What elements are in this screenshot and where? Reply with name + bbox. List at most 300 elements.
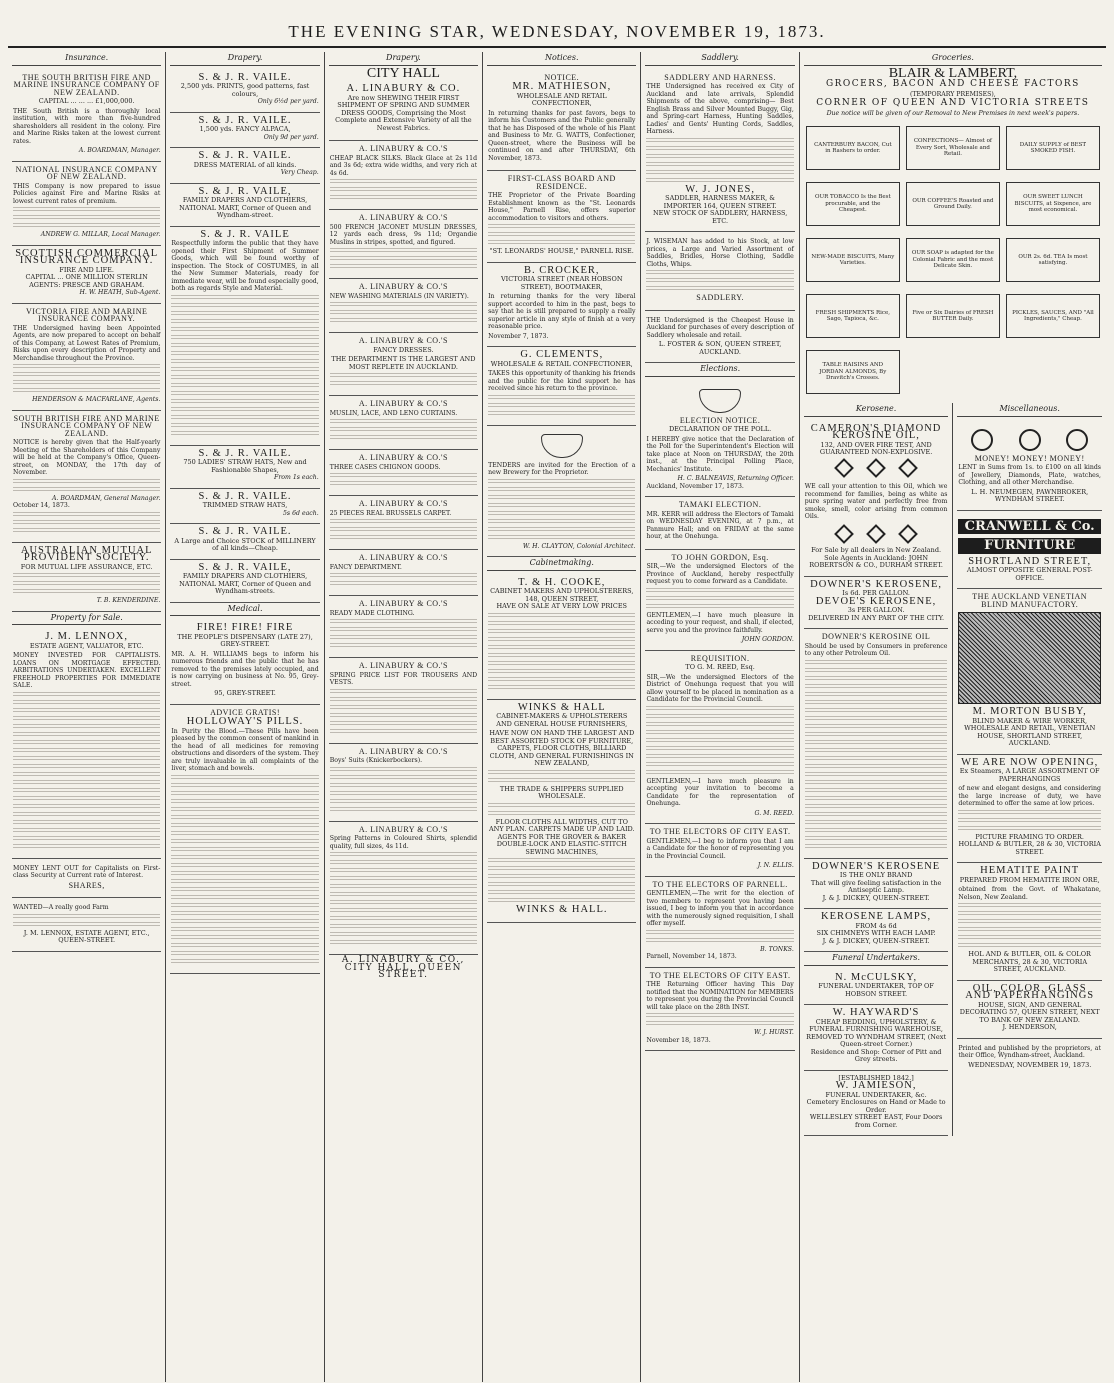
advert-title: VICTORIA FIRE AND MARINE INSURANCE COMPANY.: [25, 306, 148, 323]
advert-title: WE ARE NOW OPENING,: [961, 756, 1099, 768]
advert-title: NATIONAL INSURANCE COMPANY OF NEW ZEALAND.: [15, 164, 158, 181]
venetian-blind-image: [958, 612, 1101, 704]
advert-text: In returning thanks for the very liberal support accorded to him in the past, begs to say that he is still prepared to supply a really superior article in any style of finish at a very reasonable price.: [488, 293, 636, 330]
advert-title: TO THE ELECTORS OF PARNELL.: [652, 879, 788, 889]
advert-capital: CAPITAL ... ONE MILLION STERLIN: [25, 273, 148, 281]
column-heading: Drapery.: [329, 52, 478, 66]
columns: [8, 52, 1106, 1382]
section-heading: Medical.: [170, 603, 319, 617]
advert-title: A. LINABURY & CO.'S: [358, 399, 448, 408]
advert-title: SCOTTISH COMMERCIAL INSURANCE COMPANY.: [15, 247, 159, 266]
advert-linabury-curtains: [329, 396, 478, 450]
grocery-box: CANTERBURY BACON, Cut in Rashers to order.: [806, 126, 900, 170]
advert-title: A. LINABURY & CO.'S: [358, 499, 448, 508]
advert-text: 1,500 yds. FANCY ALPACA,: [199, 125, 291, 133]
diamond-icon: [866, 458, 886, 478]
advert-vaile-dress: [170, 148, 319, 184]
advert-linabury-washing: [329, 279, 478, 333]
column-insurance: [8, 52, 166, 1382]
advert-title: B. CROCKER,: [524, 264, 600, 276]
advert-title: A. LINABURY & CO.: [346, 83, 461, 94]
advert-kerosene-lamps: [804, 909, 949, 952]
advert-title: THE AUCKLAND VENETIAN BLIND MANUFACTORY.: [972, 592, 1088, 609]
advert-wiseman: [645, 232, 794, 311]
election-tamaki: [645, 497, 794, 550]
advert-title: ELECTION NOTICE.: [679, 415, 761, 425]
advert-price: For Sale by all dealers in New Zealand.: [811, 546, 942, 554]
advert-linabury-chignon: [329, 450, 478, 496]
advert-title: S. & J. R. VAILE.: [198, 526, 292, 537]
advert-price: Is 6d. PER GALLON.: [842, 589, 910, 597]
advert-text: MONEY INVESTED FOR CAPITALISTS. LOANS ON MORTGAGE EFFECTED. ARBITRATIONS UNDERTAKEN. EXCELLENT FREEHOLD PROPERTIES FOR IMMEDIATE SALE.: [13, 652, 161, 689]
advert-signature: T. B. KENDERDINE.: [96, 597, 161, 604]
advert-title: S. & J. R. VAILE,: [198, 185, 292, 197]
advert-title: A. LINABURY & CO.'S: [358, 213, 448, 222]
advert-vaile-national-mart: [170, 560, 319, 603]
advert-price: Only 6½d per yard.: [257, 98, 319, 105]
election-city-east: [645, 824, 794, 877]
advert-title: DOWNER'S KEROSENE,: [810, 578, 943, 590]
advert-date: October 14, 1873.: [13, 502, 70, 509]
section-heading: Cabinetmaking.: [487, 557, 636, 571]
advert-title: CAMERON'S DIAMOND KEROSINE OIL,: [810, 422, 942, 441]
grocery-box: PICKLES, SAUCES, AND "All Ingredients," Cheap.: [1006, 294, 1100, 338]
advert-subtitle: THE PEOPLE'S DISPENSARY (LATE 27), GREY-STREET.: [177, 632, 313, 648]
election-reed: [645, 651, 794, 825]
pawnbroker-ball-icon: [1066, 429, 1088, 451]
advert-title: W. JAMIESON,: [835, 1080, 917, 1091]
advert-date: Auckland, November 17, 1873.: [646, 482, 744, 490]
advert-text: THE Undersigned having been Appointed Agents, are now prepared to accept on behalf of this Company, at Lowest Rates of Premium, Risks upon every description of Property and Merchandise throughout the Province.: [13, 324, 161, 362]
column-heading: Insurance.: [12, 52, 161, 66]
advert-text: WE call your attention to this Oil, which we recommend for families, being as white as pure spring water and perfectly free from smoke, smell, color arising from common Oils.: [804, 483, 948, 520]
advert-text: THE Returning Officer having This Day notified that the NOMINATION for MEMBERS to represent you during the Provincial Council will take place on the 28th INST.: [646, 981, 794, 1011]
advert-signature: "ST. LEONARDS' HOUSE," PARNELL RISE.: [489, 247, 634, 255]
advert-title: FIRE! FIRE! FIRE: [196, 622, 294, 633]
advert-text: of new and elegant designs, and considering the large increase of duty, we have determined to offer the same at low prices.: [958, 785, 1101, 807]
advert-signature: J. N. ELLIS.: [757, 862, 794, 869]
advert-title: T. & H. COOKE,: [518, 576, 606, 588]
column-heading: Drapery.: [170, 52, 319, 66]
advert-text: FANCY DEPARTMENT.: [329, 563, 402, 571]
advert-text-framing: PICTURE FRAMING TO ORDER.: [975, 832, 1084, 841]
linabury-footer: A. LINABURY & CO., CITY HALL, QUEEN STREET.: [341, 955, 465, 980]
advert-title: J. M. LENNOX,: [45, 631, 129, 642]
advert-title: HOLLOWAY'S PILLS.: [186, 716, 304, 727]
election-city-east-2: [645, 968, 794, 1052]
advert-text: Are now SHEWING THEIR FIRST SHIPMENT OF SPRING AND SUMMER DRESS GOODS, Comprising the Most Complete and Extensive Variety of all the Newest Fabrics.: [335, 93, 472, 132]
advert-text: REMOVED TO WYNDHAM STREET, (Next Queen-street Corner.): [806, 1032, 947, 1048]
advert-signature: W. H. CLAYTON, Colonial Architect.: [522, 542, 636, 550]
advert-text: SPRING PRICE LIST FOR TROUSERS AND VESTS.: [329, 671, 478, 686]
advert-neumegen: [957, 421, 1102, 511]
advert-text: MR. A. H. WILLIAMS begs to inform his numerous friends and the public that he has removed to the premises lately occupied, and is now carrying on business at No. 95, Grey-street.: [171, 650, 319, 688]
advert-downer-brand: [804, 859, 949, 910]
advert-text: NOTICE is hereby given that the Half-yearly Meeting of the Shareholders of this Company will be held at the Company's Office, Queen-street, on MONDAY, the 17th day of November.: [13, 439, 161, 476]
masthead: THE EVENING STAR, WEDNESDAY, NOVEMBER 19, 1873.: [8, 4, 1106, 48]
advert-subtitle: FUNERAL UNDERTAKER, &c.: [825, 1090, 927, 1099]
advert-subtitle: WHOLESALE & RETAIL CONFECTIONER,: [490, 359, 633, 368]
advert-price: 5s 6d each.: [283, 509, 319, 517]
advert-scottish-commercial: [12, 246, 161, 304]
advert-text: 500 FRENCH JACONET MUSLIN DRESSES, 12 yards each dress, 9s 11d; Organdie Muslins in stripes, spotted, and figured.: [329, 223, 478, 246]
section-heading: Kerosene.: [804, 403, 949, 417]
advert-downer-oil: [804, 629, 949, 859]
advert-text: Boys' Suits (Knickerbockers).: [329, 757, 423, 764]
advert-title: HEMATITE PAINT: [980, 865, 1080, 876]
column-notices: [483, 52, 641, 1382]
advert-signature: HOL AND & BUTLER, OIL & COLOR MERCHANTS, 28 & 30, VICTORIA STREET, AUCKLAND.: [968, 950, 1091, 973]
advert-blair-lambert: [800, 65, 1106, 398]
advert-saddlery-jones: [645, 70, 794, 233]
advert-title: DOWNER'S KEROSENE: [811, 860, 941, 872]
advert-money-lent: [12, 859, 161, 899]
advert-signature: L. H. NEUMEGEN, PAWNBROKER, WYNDHAM STREET.: [971, 487, 1089, 503]
grocery-box: OUR SWEET LUNCH BISCUITS, at Sixpence, are most economical.: [1006, 182, 1100, 226]
advert-australian-mutual: [12, 543, 161, 612]
grocery-box: DAILY SUPPLY of BEST SMOKED FISH.: [1006, 126, 1100, 170]
advert-title: W. HAYWARD'S: [832, 1007, 920, 1018]
advert-wanted-farm: [12, 898, 161, 952]
advert-text: 2,500 yds. PRINTS, good patterns, fast colours,: [180, 82, 310, 98]
advert-address: 148, QUEEN STREET,: [525, 594, 599, 603]
advert-subtitle: FUNERAL UNDERTAKER, TOP OF HOBSON STREET.: [818, 982, 934, 998]
crest-icon: [541, 434, 583, 458]
advert-shares: SHARES,: [68, 880, 105, 890]
grocery-box: TABLE RAISINS AND JORDAN ALMONDS, By Dravitch's Crosses.: [806, 350, 900, 394]
advert-title: A. LINABURY & CO.'S: [358, 746, 448, 756]
advert-name: MR. MATHIESON,: [512, 81, 612, 92]
advert-linabury-shipment: [329, 81, 478, 141]
advert-signature: WELLESLEY STREET EAST, Four Doors from Corner.: [809, 1113, 943, 1129]
column-drapery: [166, 52, 324, 1382]
advert-text: SIR,—We the undersigned Electors of the District of Onehunga request that you will allow yourself to be placed in nomination as a Candidate for the Provincial Council.: [646, 673, 794, 703]
advert-title: A. LINABURY & CO.'S: [358, 453, 448, 462]
advert-capital: CAPITAL ... ... ... £1,000,000.: [38, 97, 135, 105]
advert-title: S. & J. R. VAILE: [200, 228, 290, 240]
advert-title: S. & J. R. VAILE.: [198, 150, 292, 161]
section-heading: Elections.: [645, 363, 794, 377]
advert-text: In returning thanks for past favors, begs to inform his Customers and the Public generally that he has Disposed of the whole of his Plant and Business to Mr. G. WATTS, Confectioner, Queen-street, where the Business will be continued on and after THURSDAY, 6th November, 1873.: [488, 109, 636, 162]
advert-south-british: [12, 70, 161, 162]
advert-vaile-alpaca: [170, 113, 319, 149]
advert-paperhangings: [957, 755, 1102, 864]
election-notice: [645, 381, 794, 498]
advert-temporary: (TEMPORARY PREMISES),: [910, 90, 996, 98]
column-drapery-linabury: [325, 52, 483, 1382]
advert-cranwell: [957, 511, 1102, 590]
diamond-icon: [834, 458, 854, 478]
advert-text: Respectfully inform the public that they have opened their First Shipment of Summer Goods, which will be found worthy of inspection. The Stock of COSTUMES, in all the New Summer Materials, ready for immediate wear, will be found especially good, both as regards Style and Material.: [171, 240, 319, 292]
advert-title: A. LINABURY & CO.'S: [358, 553, 448, 562]
advert-subtitle: HOUSE, SIGN, AND GENERAL DECORATING 57, QUEEN STREET, NEXT TO BANK OF NEW ZEALAND.: [959, 1000, 1100, 1024]
pawnbroker-ball-icon: [971, 429, 993, 451]
advert-signature: ANDREW G. MILLAR, Local Manager.: [40, 231, 161, 238]
advert-text: THE DEPARTMENT IS THE LARGEST AND MOST REPLETE IN AUCKLAND.: [331, 355, 476, 371]
advert-text-trade: THE TRADE & SHIPPERS SUPPLIED WHOLESALE.: [499, 784, 624, 800]
grocery-box: OUR COFFEE'S Roasted and Ground Daily.: [906, 182, 1000, 226]
advert-title-devoe: DEVOE'S KEROSENE,: [815, 595, 937, 607]
city-hall-banner: CITY HALL: [366, 65, 440, 81]
advert-reply: GENTLEMEN,—I have much pleasure in accepting your invitation to become a Candidate for the representation of Onehunga.: [646, 777, 794, 807]
advert-hayward: [804, 1005, 949, 1071]
advert-title: S. & J. R. VAILE.: [198, 447, 292, 459]
kerosene-misc-split: [800, 403, 1106, 1136]
advert-vaile-straw-hats: [170, 446, 319, 489]
advert-date: November 18, 1873.: [646, 1036, 711, 1044]
election-parnell: [645, 877, 794, 968]
column-heading: Groceries.: [804, 52, 1102, 66]
advert-title: TO JOHN GORDON, Esq.: [671, 552, 769, 562]
advert-signature: A. BOARDMAN, Manager.: [78, 147, 161, 154]
advert-subtitle: CABINET-MAKERS & UPHOLSTERERS AND GENERAL HOUSE FURNISHERS,: [496, 712, 628, 728]
advert-vaile-family: [170, 184, 319, 227]
notice-board-residence: [487, 171, 636, 263]
advert-text: In Purity the Blood.—These Pills have been pleased by the common consent of mankind in the head of all medicines for removing obstructions and disorders of the system. They are truly invaluable in all complaints of the liver, stomach and bowels.: [171, 727, 319, 772]
column-heading: Saddlery.: [645, 52, 794, 66]
advert-text: HAVE ON SALE AT VERY LOW PRICES: [496, 602, 628, 610]
advert-title: FIRST-CLASS BOARD AND RESIDENCE.: [507, 174, 616, 191]
advert-title: DOWNER'S KEROSINE OIL: [821, 632, 931, 641]
advert-text: ALMOST OPPOSITE GENERAL POST-OFFICE.: [966, 566, 1093, 582]
advert-vaile-summer: [170, 227, 319, 446]
advert-subtitle: GROCERS, BACON AND CHEESE FACTORS: [825, 79, 1080, 89]
diamond-icon: [898, 524, 918, 544]
advert-winks-hall: [487, 700, 636, 923]
advert-signature: J. HENDERSON,: [1002, 1023, 1057, 1031]
advert-title: N. McCULSKY,: [835, 971, 918, 983]
advert-hematite: [957, 863, 1102, 981]
advert-agents: AGENTS: PRESCE AND GRAHAM.: [29, 280, 145, 289]
notice-mathieson: [487, 70, 636, 172]
advert-text: THE South British is a thoroughly local institution, with more than five-hundred sharesholders all resident in the colony. Fire and Marine Risks taken at the lowest current rates.: [13, 107, 161, 145]
grocery-box: OUR SOAP is adapted for the Colonial Fabric and the most Delicate Skin.: [906, 238, 1000, 282]
advert-title: A. LINABURY & CO.'S: [358, 336, 448, 345]
advert-title: NOTICE.: [544, 72, 580, 82]
advert-text: FAMILY DRAPERS AND CLOTHIERS, NATIONAL MART, Corner of Queen and Wyndham-street.: [179, 196, 311, 219]
advert-signature: J. & J. DICKEY, QUEEN-STREET.: [822, 936, 930, 945]
advert-text: MUSLIN, LACE, AND LENO CURTAINS.: [329, 409, 458, 417]
advert-banner: CRANWELL & Co.: [958, 519, 1101, 535]
advert-text: DELIVERED IN ANY PART OF THE CITY.: [808, 613, 945, 622]
advert-notice: Due notice will be given of our Removal to New Premises in next week's papers.: [826, 109, 1080, 117]
advert-subtitle: TO G. M. REED, Esq.: [685, 663, 755, 671]
notice-clements: [487, 347, 636, 426]
advert-banner-furniture: FURNITURE: [958, 538, 1101, 554]
advert-vaile-prints: [170, 70, 319, 113]
advert-linabury-shirts: [329, 822, 478, 956]
advert-corner: CORNER OF QUEEN AND VICTORIA STREETS: [816, 98, 1090, 108]
advert-title: WINKS & HALL: [517, 701, 606, 713]
advert-title: A. LINABURY & CO.'S: [358, 599, 448, 608]
advert-linabury-fancy-dept: [329, 550, 478, 596]
diamond-icon: [866, 524, 886, 544]
advert-downer-price: [804, 577, 949, 630]
advert-text: A Large and Choice STOCK of MILLINERY of all kinds—Cheap.: [174, 536, 316, 552]
advert-title: AUSTRALIAN MUTUAL PROVIDENT SOCIETY.: [20, 544, 153, 563]
advert-signature: JOHN GORDON.: [741, 636, 794, 643]
advert-title: S. & J. R. VAILE.: [198, 71, 292, 83]
advert-signature: B. TONKS.: [760, 945, 794, 953]
advert-text: THREE CASES CHIGNON GOODS.: [329, 463, 441, 471]
column-heading: Notices.: [487, 52, 636, 66]
advert-signature: L. FOSTER & SON, QUEEN STREET, AUCKLAND.: [658, 340, 782, 356]
advert-subtitle: ESTATE AGENT, VALUATOR, ETC.: [29, 641, 144, 650]
advert-vaile-millinery: [170, 524, 319, 560]
advert-title: A. LINABURY & CO.'S: [358, 824, 448, 834]
advert-subtitle: VICTORIA STREET (NEAR HOBSON STREET), BOOTMAKER,: [500, 275, 623, 291]
grocery-box: CONFECTIONS— Almost of Every Sort, Wholesale and Retail.: [906, 126, 1000, 170]
advert-text: TAKES this opportunity of thanking his friends and the public for the kind support he has received since his return to the province.: [488, 370, 636, 392]
advert-text: THIS Company is now prepared to issue Policies against Fire and Marine Risks at lowest current rates of premium.: [13, 182, 161, 205]
imprint-text: Printed and published by the proprietors, at their Office, Wyndham-street, Auckland.: [958, 1044, 1101, 1059]
imprint: [957, 1039, 1102, 1076]
advert-text: THE Proprietor of the Private Boarding Establishment known as the "St. Leonards House," Parnell Rise, offers superior accommodation to visitors and others.: [488, 192, 636, 222]
advert-text: THE Undersigned has received ex City of Auckland and late arrivals, Splendid Shipments of the above, comprising— Best English Brass and Silver Mounted Buggy, Gig, and Spring-cart Harness, Hunting Saddles, Ladies' and Gents' Hunting Cords, Saddles, Harness.: [646, 83, 794, 135]
advert-title: SADDLERY AND HARNESS.: [664, 72, 776, 82]
advert-title: G. CLEMENTS,: [520, 349, 604, 360]
advert-south-british-meeting: [12, 411, 161, 543]
column-saddlery: [641, 52, 799, 1382]
grocery-box-grid: [806, 123, 1100, 397]
advert-victoria-fire: [12, 304, 161, 411]
advert-text: TRIMMED STRAW HATS,: [202, 501, 288, 509]
advert-text: I HEREBY give notice that the Declaration of the Poll for the Superintendent's Election will take place at Noon on THURSDAY, the 20th inst., at the Principal Polling Place, Mechanics' Institute.: [646, 435, 794, 473]
advert-signature: A. BOARDMAN, General Manager.: [51, 494, 161, 502]
advert-text: READY MADE CLOTHING.: [329, 609, 415, 617]
advert-text: FAMILY DRAPERS AND CLOTHIERS, NATIONAL MART, Corner of Queen and Wyndham-streets.: [179, 572, 311, 595]
advert-text: Spring Patterns in Coloured Shirts, splendid quality, full sizes, 4s 11d.: [329, 835, 478, 850]
advert-price: Only 9d per yard.: [263, 133, 319, 141]
advert-cameron: [804, 421, 949, 577]
advert-subtitle: WHOLESALE AND RETAIL CONFECTIONER,: [516, 91, 607, 107]
advert-signature: Residence and Shop: Corner of Pitt and Grey streets.: [810, 1047, 942, 1063]
advert-text-agents: AGENTS FOR THE GROVER & BAKER DOUBLE-LOCK AND ELASTIC-STITCH SEWING MACHINES,: [496, 832, 627, 856]
advert-established: [ESTABLISHED 1842.]: [838, 1073, 914, 1082]
advert-text: 25 PIECES REAL BRUSSELS CARPET.: [329, 509, 452, 517]
advert-text: MONEY LENT OUT for Capitalists on First-class Security at Current rate of Interest.: [13, 864, 161, 879]
grocery-box: FRESH SHIPMENTS Rice, Sago, Tapioca, &c.: [806, 294, 900, 338]
advert-subtitle: SADDLERY.: [696, 293, 744, 302]
advert-text: TENDERS are invited for the Erection of a new Brewery for the Proprietor.: [488, 461, 636, 476]
notice-crocker: [487, 263, 636, 348]
imprint-date: WEDNESDAY, NOVEMBER 19, 1873.: [968, 1060, 1092, 1069]
grocery-box: NEW-MADE BISCUITS, Many Varieties.: [806, 238, 900, 282]
advert-title: A. LINABURY & CO.'S: [358, 661, 448, 670]
advert-signature: J. M. LENNOX, ESTATE AGENT, ETC., QUEEN-STREET.: [23, 928, 150, 944]
advert-text: LENT in Sums from 1s. to £100 on all kinds of Jewellery, Diamonds, Plate, watches, Clothing, and all other Merchandise.: [958, 464, 1101, 486]
advert-title: S. & J. R. VAILE.: [198, 114, 292, 126]
advert-subtitle: IS THE ONLY BRAND: [839, 871, 913, 879]
advert-title: THE SOUTH BRITISH FIRE AND MARINE INSURANCE COMPANY OF NEW ZEALAND.: [13, 72, 160, 97]
notice-tenders: [487, 426, 636, 558]
advert-holloway: [170, 705, 319, 974]
advert-henderson: [957, 981, 1102, 1039]
advert-mcculsky: [804, 970, 949, 1006]
advert-title: SOUTH BRITISH FIRE AND MARINE INSURANCE COMPANY OF NEW ZEALAND.: [13, 413, 160, 438]
column-groceries: [800, 52, 1106, 1382]
diamond-icon: [834, 524, 854, 544]
advert-signature: HOLLAND & BUTLER, 28 & 30, VICTORIA STREET.: [958, 840, 1101, 856]
advert-price: From 1s each.: [274, 474, 319, 481]
advert-subtitle: FANCY DRESSES.: [373, 345, 434, 354]
advert-title: TO THE ELECTORS OF CITY EAST.: [649, 970, 791, 980]
advert-text: HAVE NOW ON HAND THE LARGEST AND BEST ASSORTED STOCK OF FURNITURE, CARPETS, FLOOR CLOTHS, BILLIARD CLOTH, AND GENERAL FURNISHINGS IN NEW ZEALAND,: [489, 729, 635, 767]
grocery-box: OUR TOBACCO Is the Best procurable, and the Cheapest.: [806, 182, 900, 226]
advert-foster: [645, 311, 794, 364]
advert-footer: WINKS & HALL.: [516, 904, 608, 915]
advert-jamieson: [804, 1071, 949, 1137]
advert-price: Very Cheap.: [280, 169, 319, 176]
advert-linabury-silks: [329, 141, 478, 210]
column-miscellaneous: [953, 403, 1106, 1136]
advert-text: SIR,—We the undersigned Electors of the Province of Auckland, hereby respectfully request you to come forward as a Candidate.: [646, 563, 794, 585]
advert-national-insurance: [12, 162, 161, 246]
advert-text: 750 LADIES' STRAW HATS, New and Fashionable Shapes,: [183, 458, 307, 474]
advert-title: A. LINABURY & CO.'S: [358, 282, 448, 291]
advert-venetian: [957, 589, 1102, 755]
advert-text: GENTLEMEN,—I beg to inform you that I am a Candidate for the honor of representing you in the Provincial Council.: [646, 837, 794, 860]
advert-linabury-clothing: [329, 596, 478, 658]
advert-subtitle: Ex Steamers, A LARGE ASSORTMENT OF PAPERHANGINGS: [959, 767, 1100, 783]
advert-text: WANTED—A really good Farm: [13, 904, 109, 911]
advert-text: THE Undersigned is the Cheapest House in Auckland for purchases of every description of Saddlery wholesale and retail.: [646, 316, 794, 339]
advert-price-devoe: 3s PER GALLON.: [847, 606, 905, 614]
advert-text: obtained from the Govt. of Whakatane, Nelson, New Zealand.: [958, 886, 1101, 901]
advert-title: A. LINABURY & CO.'S: [358, 144, 448, 153]
advert-title: OIL, COLOR, GLASS AND PAPERHANGINGS: [965, 982, 1095, 1001]
crest-icon: [699, 389, 741, 413]
section-heading: Miscellaneous.: [957, 403, 1102, 417]
advert-date: Parnell, November 14, 1873.: [646, 953, 737, 960]
advert-text: NEW WASHING MATERIALS (IN VARIETY).: [329, 292, 469, 300]
advert-subtitle: BLIND MAKER & WIRE WORKER, WHOLESALE AND RETAIL, VENETIAN HOUSE, SHORTLAND STREET, AUCKLAND.: [964, 716, 1096, 747]
advert-text: Cemetery Enclosures on Hand or Made to Order.: [806, 1098, 946, 1114]
advert-signature: G. M. REED.: [754, 809, 794, 817]
advert-title: KEROSENE LAMPS,: [821, 911, 932, 922]
advert-text-stock: NEW STOCK OF SADDLERY, HARNESS, ETC.: [652, 209, 788, 225]
advert-linabury-boys: [329, 744, 478, 822]
advert-signature: H. C. BALNEAVIS, Returning Officer.: [677, 475, 794, 482]
advert-subtitle: SHORTLAND STREET,: [968, 555, 1092, 567]
advert-subtitle: FIRE AND LIFE.: [59, 265, 114, 274]
advert-cooke: [487, 575, 636, 700]
advert-text: GENTLEMEN,—The writ for the election of two members to represent you having been issued, I beg to inform you that in accordance with the numerously signed requisition, I shall offer myself.: [646, 890, 794, 927]
grocery-box: OUR 2s. 6d. TEA Is most satisfying.: [1006, 238, 1100, 282]
advert-lennox: [12, 629, 161, 859]
column-kerosene: [800, 403, 954, 1136]
advert-reply: GENTLEMEN,—I have much pleasure in acceding to your request, and shall, if elected, serve you and the province faithfully.: [646, 611, 794, 634]
advert-title: BLAIR & LAMBERT,: [888, 65, 1018, 81]
section-heading: Funeral Undertakers.: [804, 952, 949, 966]
advert-title: S. & J. R. VAILE,: [198, 561, 292, 573]
advert-text: That will give feeling satisfaction in the Antiseptic Lamp.: [810, 878, 942, 894]
advert-title: REQUISITION.: [690, 653, 750, 663]
advert-text: MR. KERR will address the Electors of Tamaki on WEDNESDAY EVENING, at 7 p.m., at Panmure Hall; and on FRIDAY at the same hour, at the Onehunga.: [646, 510, 794, 540]
advert-title: S. & J. R. VAILE.: [198, 490, 292, 502]
advert-subtitle: 132, AND OVER FIRE TEST, AND GUARANTEED NON-EXPLOSIVE.: [819, 440, 933, 456]
advert-linabury-muslin: [329, 210, 478, 279]
advert-signature: J. & J. DICKEY, QUEEN-STREET.: [822, 893, 930, 902]
advert-title: TO THE ELECTORS OF CITY EAST.: [649, 827, 791, 836]
advert-title: MONEY! MONEY! MONEY!: [974, 453, 1085, 463]
advert-text: J. WISEMAN has added to his Stock, at low prices, a Large and Varied Assortment of Saddles, Bridles, Horse Clothing, Saddle Cloths, Whips.: [646, 238, 794, 268]
advert-subtitle: PREPARED FROM HEMATITE IRON ORE,: [959, 875, 1100, 884]
advert-title: ADVICE GRATIS!: [210, 707, 280, 717]
advert-signature: 95, GREY-STREET.: [214, 689, 276, 697]
advert-fire-dispensary: [170, 620, 319, 705]
advert-signature: H. W. HEATH, Sub-Agent.: [79, 289, 161, 296]
